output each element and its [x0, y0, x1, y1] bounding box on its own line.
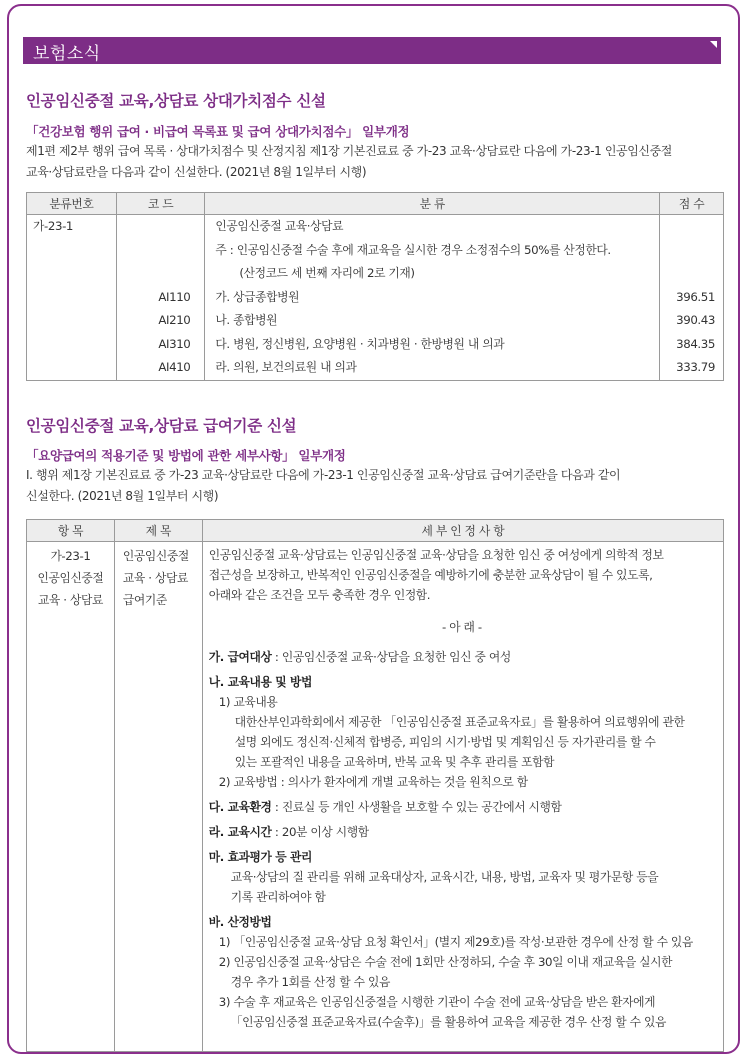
score-table — [26, 192, 724, 381]
note-line: (산정코드 세 번째 자리에 2로 기재) — [239, 266, 415, 280]
table-header-row — [27, 193, 724, 215]
criteria-table — [26, 519, 724, 1052]
subject-line: 인공임신중절 — [122, 549, 189, 563]
details-cell — [202, 542, 723, 1052]
section1-paragraph — [26, 141, 724, 183]
table-row — [27, 542, 724, 1052]
section2-paragraph — [26, 465, 724, 507]
header-item: 항 목 — [27, 520, 115, 542]
na-sub-1-line: 있는 포괄적인 내용을 교육하며, 반복 교육 및 추후 관리를 포함함 — [234, 755, 555, 769]
criterion-label: 가. 급여대상 — [208, 650, 272, 664]
intro-line: 접근성을 보장하고, 반복적인 인공임신중절을 예방하기에 충분한 교육상담이 될 수 있도록, — [208, 568, 653, 582]
ma-line: 교육·상담의 질 관리를 위해 교육대상자, 교육시간, 내용, 방법, 교육자 및 평가문항 등을 — [230, 870, 659, 884]
criterion-ba-label: 바. 산정방법 — [208, 915, 272, 929]
criterion-text: : 20분 이상 시행함 — [271, 825, 369, 839]
score-value: 396.51 — [676, 289, 715, 304]
classification-name: 나. 종합병원 — [215, 313, 278, 327]
ba-line: 경우 추가 1회를 산정 할 수 있음 — [230, 975, 390, 989]
note-line: 주 : 인공임신중절 수술 후에 재교육을 실시한 경우 소정점수의 50%를 산정한다. — [215, 242, 611, 257]
code-value: AI210 — [158, 313, 191, 327]
na-sub-1-line: 설명 외에도 정신적·신체적 합병증, 피임의 시기·방법 및 계획임신 등 자가관리를 할 수 — [234, 735, 656, 749]
code-value: AI310 — [158, 336, 191, 351]
subject-line: 교육 · 상담료 — [122, 571, 188, 585]
header-score: 점 수 — [660, 193, 724, 215]
score-cell — [660, 215, 724, 381]
classification-name: 다. 병원, 정신병원, 요양병원 · 치과병원 · 한방병원 내 의과 — [215, 336, 505, 351]
score-value: 384.35 — [676, 336, 715, 351]
header-subject: 제 목 — [114, 520, 202, 542]
intro-line: 아래와 같은 조건을 모두 충족한 경우 인정함. — [208, 588, 431, 602]
criterion-ra — [209, 822, 715, 842]
score-value: 390.43 — [676, 313, 715, 327]
ba-line: 2) 인공임신중절 교육·상담은 수술 전에 1회만 산정하되, 수술 후 30일 이내 재교육을 실시한 — [218, 955, 673, 969]
paragraph-line: Ⅰ. 행위 제1장 기본진료료 중 가-23 교육·상담료란 다음에 가-23-1 인공임신중절 교육·상담료 급여기준란을 다음과 같이 — [26, 468, 621, 482]
subject-line: 급여기준 — [122, 593, 167, 607]
criterion-text: : 인공임신중절 교육·상담을 요청한 임신 중 여성 — [271, 650, 511, 664]
criterion-ga — [209, 647, 715, 667]
ba-line: 「인공임신중절 표준교육자료(수술후)」를 활용하여 교육을 제공한 경우 산정 할 수 있음 — [230, 1015, 666, 1029]
class-no-cell — [27, 215, 117, 381]
header-details: 세 부 인 정 사 항 — [202, 520, 723, 542]
criterion-na-label: 나. 교육내용 및 방법 — [208, 675, 312, 689]
code-cell — [116, 215, 205, 381]
code-value: AI110 — [158, 289, 191, 304]
class-no: 가-23-1 — [33, 219, 74, 233]
paragraph-line: 제1편 제2부 행위 급여 목록 · 상대가치점수 및 산정지침 제1장 기본진료료 중 가-23 교육·상담료란 다음에 가-23-1 인공임신중절 — [26, 144, 672, 158]
banner-title: 보험소식 — [33, 44, 101, 64]
criterion-da — [209, 797, 715, 817]
section1-title: 인공임신중절 교육,상담료 상대가치점수 신설 — [26, 92, 326, 110]
header-class-no: 분류번호 — [27, 193, 117, 215]
ba-line: 3) 수술 후 재교육은 인공임신중절을 시행한 기관이 수술 전에 교육·상담을 받은 환자에게 — [218, 995, 656, 1009]
score-value: 333.79 — [676, 360, 715, 374]
item-line: 가-23-1 — [50, 549, 91, 563]
table-header-row — [27, 520, 724, 542]
intro-line: 인공임신중절 교육·상담료는 인공임신중절 교육·상담을 요청한 임신 중 여성에게 의학적 정보 — [208, 548, 664, 562]
code-value: AI410 — [158, 360, 191, 374]
table-row — [27, 215, 724, 381]
na-sub-1-line: 대한산부인과학회에서 제공한 「인공임신중절 표준교육자료」를 활용하여 의료행위에 관한 — [234, 715, 685, 729]
subject-cell — [114, 542, 202, 1052]
ba-line: 1) 「인공임신중절 교육·상담 요청 확인서」(별지 제29호)를 작성·보관한 경우에 산정 할 수 있음 — [218, 935, 693, 949]
criterion-label: 다. 교육환경 — [208, 800, 272, 814]
paragraph-line: 신설한다. (2021년 8월 1일부터 시행) — [26, 489, 219, 503]
below-marker: - 아 래 - — [442, 620, 482, 634]
item-line: 교육 · 상담료 — [37, 593, 103, 607]
section2-title: 인공임신중절 교육,상담료 급여기준 신설 — [26, 417, 297, 435]
criterion-label: 라. 교육시간 — [208, 825, 272, 839]
item-line: 인공임신중절 — [37, 571, 104, 585]
header-classification: 분 류 — [205, 193, 660, 215]
header-code: 코 드 — [116, 193, 205, 215]
section-banner — [23, 37, 721, 64]
na-sub-2: 2) 교육방법 : 의사가 환자에게 개별 교육하는 것을 원칙으로 함 — [218, 775, 528, 789]
na-sub-1: 1) 교육내용 — [218, 695, 278, 709]
item-cell — [27, 542, 115, 1052]
section2-subtitle: 「요양급여의 적용기준 및 방법에 관한 세부사항」 일부개정 — [26, 448, 346, 463]
criterion-ma-label: 마. 효과평가 등 관리 — [208, 850, 312, 864]
classification-cell — [205, 215, 660, 381]
ma-line: 기록 관리하여야 함 — [230, 890, 326, 904]
classification-name: 가. 상급종합병원 — [215, 289, 300, 304]
classification-name: 라. 의원, 보건의료원 내 의과 — [215, 360, 357, 374]
section1-subtitle: 「건강보험 행위 급여 · 비급여 목록표 및 급여 상대가치점수」 일부개정 — [26, 124, 410, 139]
item-name: 인공임신중절 교육·상담료 — [215, 219, 344, 233]
criterion-text: : 진료실 등 개인 사생활을 보호할 수 있는 공간에서 시행함 — [271, 800, 562, 814]
paragraph-line: 교육·상담료란을 다음과 같이 신설한다. (2021년 8월 1일부터 시행) — [26, 165, 367, 179]
